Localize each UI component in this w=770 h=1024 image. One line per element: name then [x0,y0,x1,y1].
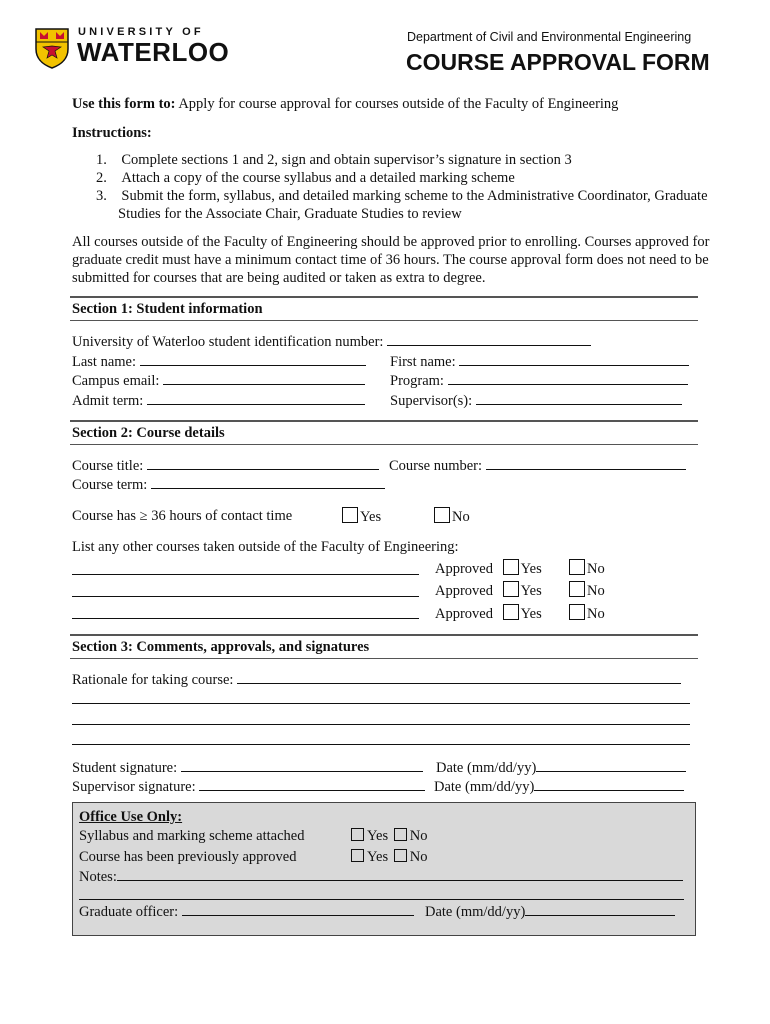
no-label: No [587,606,605,622]
student-date-label: Date (mm/dd/yy) [436,760,537,776]
office-notes-input[interactable] [117,867,683,881]
yes-label: Yes [520,561,542,577]
course-term-field[interactable] [72,475,385,494]
other-course-input-2[interactable] [72,583,419,597]
office-notes-field[interactable] [79,867,683,886]
office-previously-label: Course has been previously approved [79,849,297,865]
section1-bottom-rule [70,320,698,321]
rationale-line-3[interactable] [72,711,690,725]
approved-label: Approved [435,583,493,599]
program-label: Program: [390,373,444,389]
supervisors-field[interactable] [390,391,682,410]
other-course-approved-2 [435,581,542,600]
student-id-input[interactable] [387,332,591,346]
instruction-step-1: 1. Complete sections 1 and 2, sign and obtain supervisor’s signature in section 3 [96,152,572,168]
approved-no-checkbox-3[interactable] [569,604,585,620]
office-syllabus-label: Syllabus and marking scheme attached [79,828,305,844]
course-title-field[interactable] [72,456,379,475]
program-input[interactable] [448,371,688,385]
student-signature-input[interactable] [181,758,423,772]
office-notes-label: Notes: [79,869,117,885]
note-line-3: submitted for courses that are being audited or taken as extra to degree. [72,270,486,286]
section3-bottom-rule [70,658,698,659]
no-label: No [587,583,605,599]
section2-top-rule [70,420,698,422]
logo-university-of: UNIVERSITY OF [78,26,204,38]
no-label: No [409,828,428,844]
student-signature-label: Student signature: [72,760,178,776]
yes-label: Yes [367,828,389,844]
section3-top-rule [70,634,698,636]
office-notes-line-2[interactable] [79,886,684,900]
section2-title: Section 2: Course details [72,425,225,441]
other-course-input-3[interactable] [72,605,419,619]
course-term-input[interactable] [151,475,385,489]
other-courses-label: List any other courses taken outside of the Faculty of Engineering: [72,539,459,555]
instruction-step-text: Submit the form, syllabus, and detailed marking scheme to the Administrative Coordinator, Graduate [121,188,708,204]
campus-email-field[interactable] [72,371,365,390]
rationale-line-4[interactable] [72,731,690,745]
no-label: No [452,509,470,525]
approved-label: Approved [435,606,493,622]
approved-no-checkbox-2[interactable] [569,581,585,597]
instruction-step-2: 2. Attach a copy of the course syllabus and a detailed marking scheme [96,170,515,186]
admit-term-field[interactable] [72,391,365,410]
supervisors-input[interactable] [476,391,682,405]
admit-term-input[interactable] [147,391,365,405]
office-date-input[interactable] [525,902,675,916]
office-previously-no-checkbox[interactable] [394,849,407,862]
program-field[interactable] [390,371,688,390]
last-name-input[interactable] [140,352,366,366]
approved-yes-checkbox-2[interactable] [503,581,519,597]
other-course-no-3[interactable] [569,604,605,623]
section2-bottom-rule [70,444,698,445]
approved-no-checkbox-1[interactable] [569,559,585,575]
use-form-label: Use this form to: [72,96,176,112]
yes-label: Yes [360,509,382,525]
contact-time-no[interactable] [434,507,470,526]
office-use-title: Office Use Only: [79,809,183,825]
supervisor-signature-field[interactable] [72,777,425,796]
student-signature-field[interactable] [72,758,423,777]
contact-time-yes[interactable] [342,507,381,526]
rationale-line-2[interactable] [72,690,690,704]
use-form-text: Apply for course approval for courses outside of the Faculty of Engineering [175,96,619,112]
instructions-label: Instructions: [72,125,152,141]
yes-label: Yes [520,606,542,622]
office-previously-yes-checkbox[interactable] [351,849,364,862]
other-course-input-1[interactable] [72,561,419,575]
note-line-2: graduate credit must have a minimum contact time of 36 hours. The course approval form does not need to be [72,252,709,268]
other-course-approved-1 [435,559,542,578]
other-course-approved-3 [435,604,542,623]
other-course-no-1[interactable] [569,559,605,578]
other-course-no-2[interactable] [569,581,605,600]
no-label: No [587,561,605,577]
approved-yes-checkbox-1[interactable] [503,559,519,575]
office-date-label: Date (mm/dd/yy) [425,904,526,920]
form-title: COURSE APPROVAL FORM [406,49,710,75]
rationale-label: Rationale for taking course: [72,672,234,688]
supervisor-date-input[interactable] [534,777,684,791]
rationale-field[interactable] [72,670,681,689]
office-syllabus-no-checkbox[interactable] [394,828,407,841]
office-date-field[interactable] [425,902,675,921]
instruction-step-3: 3. Submit the form, syllabus, and detailed marking scheme to the Administrative Coordinator, Graduate [96,188,708,204]
student-date-input[interactable] [536,758,686,772]
note-line-1: All courses outside of the Faculty of Engineering should be approved prior to enrolling. Courses approved for [72,234,710,250]
student-id-label: University of Waterloo student identification number: [72,334,384,350]
approved-label: Approved [435,561,493,577]
graduate-officer-field[interactable] [79,902,414,921]
student-id-field[interactable] [72,332,591,351]
last-name-label: Last name: [72,354,137,370]
office-syllabus-yes-checkbox[interactable] [351,828,364,841]
admit-term-label: Admit term: [72,393,144,409]
first-name-field[interactable] [390,352,689,371]
logo-waterloo: WATERLOO [77,37,230,67]
course-title-label: Course title: [72,458,144,474]
supervisor-signature-label: Supervisor signature: [72,779,196,795]
last-name-field[interactable] [72,352,366,371]
supervisors-label: Supervisor(s): [390,393,473,409]
section1-top-rule [70,296,698,298]
supervisor-date-label: Date (mm/dd/yy) [434,779,535,795]
department-name: Department of Civil and Environmental Engineering [407,30,692,44]
instruction-step-text: Attach a copy of the course syllabus and a detailed marking scheme [121,170,515,186]
student-date-field[interactable] [436,758,686,777]
course-number-field[interactable] [389,456,686,475]
graduate-officer-label: Graduate officer: [79,904,179,920]
first-name-label: First name: [390,354,456,370]
instruction-step-text: Complete sections 1 and 2, sign and obtain supervisor’s signature in section 3 [121,152,572,168]
contact-time-no-checkbox[interactable] [434,507,450,523]
use-form-line [72,95,618,113]
section1-title: Section 1: Student information [72,301,263,317]
graduate-officer-input[interactable] [182,902,414,916]
office-previously-options [351,848,427,866]
first-name-input[interactable] [459,352,689,366]
supervisor-signature-input[interactable] [199,777,425,791]
university-crest-logo [34,27,70,69]
rationale-input[interactable] [237,670,681,684]
instruction-step-3-cont: Studies for the Associate Chair, Graduate Studies to review [118,206,462,222]
supervisor-date-field[interactable] [434,777,684,796]
campus-email-label: Campus email: [72,373,160,389]
course-number-input[interactable] [486,456,686,470]
yes-label: Yes [520,583,542,599]
course-title-input[interactable] [147,456,379,470]
yes-label: Yes [367,849,389,865]
office-syllabus-options [351,827,427,845]
contact-time-label: Course has ≥ 36 hours of contact time [72,508,293,524]
section3-title: Section 3: Comments, approvals, and signatures [72,639,370,655]
contact-time-yes-checkbox[interactable] [342,507,358,523]
course-term-label: Course term: [72,477,148,493]
approved-yes-checkbox-3[interactable] [503,604,519,620]
course-number-label: Course number: [389,458,483,474]
no-label: No [409,849,428,865]
campus-email-input[interactable] [163,371,365,385]
